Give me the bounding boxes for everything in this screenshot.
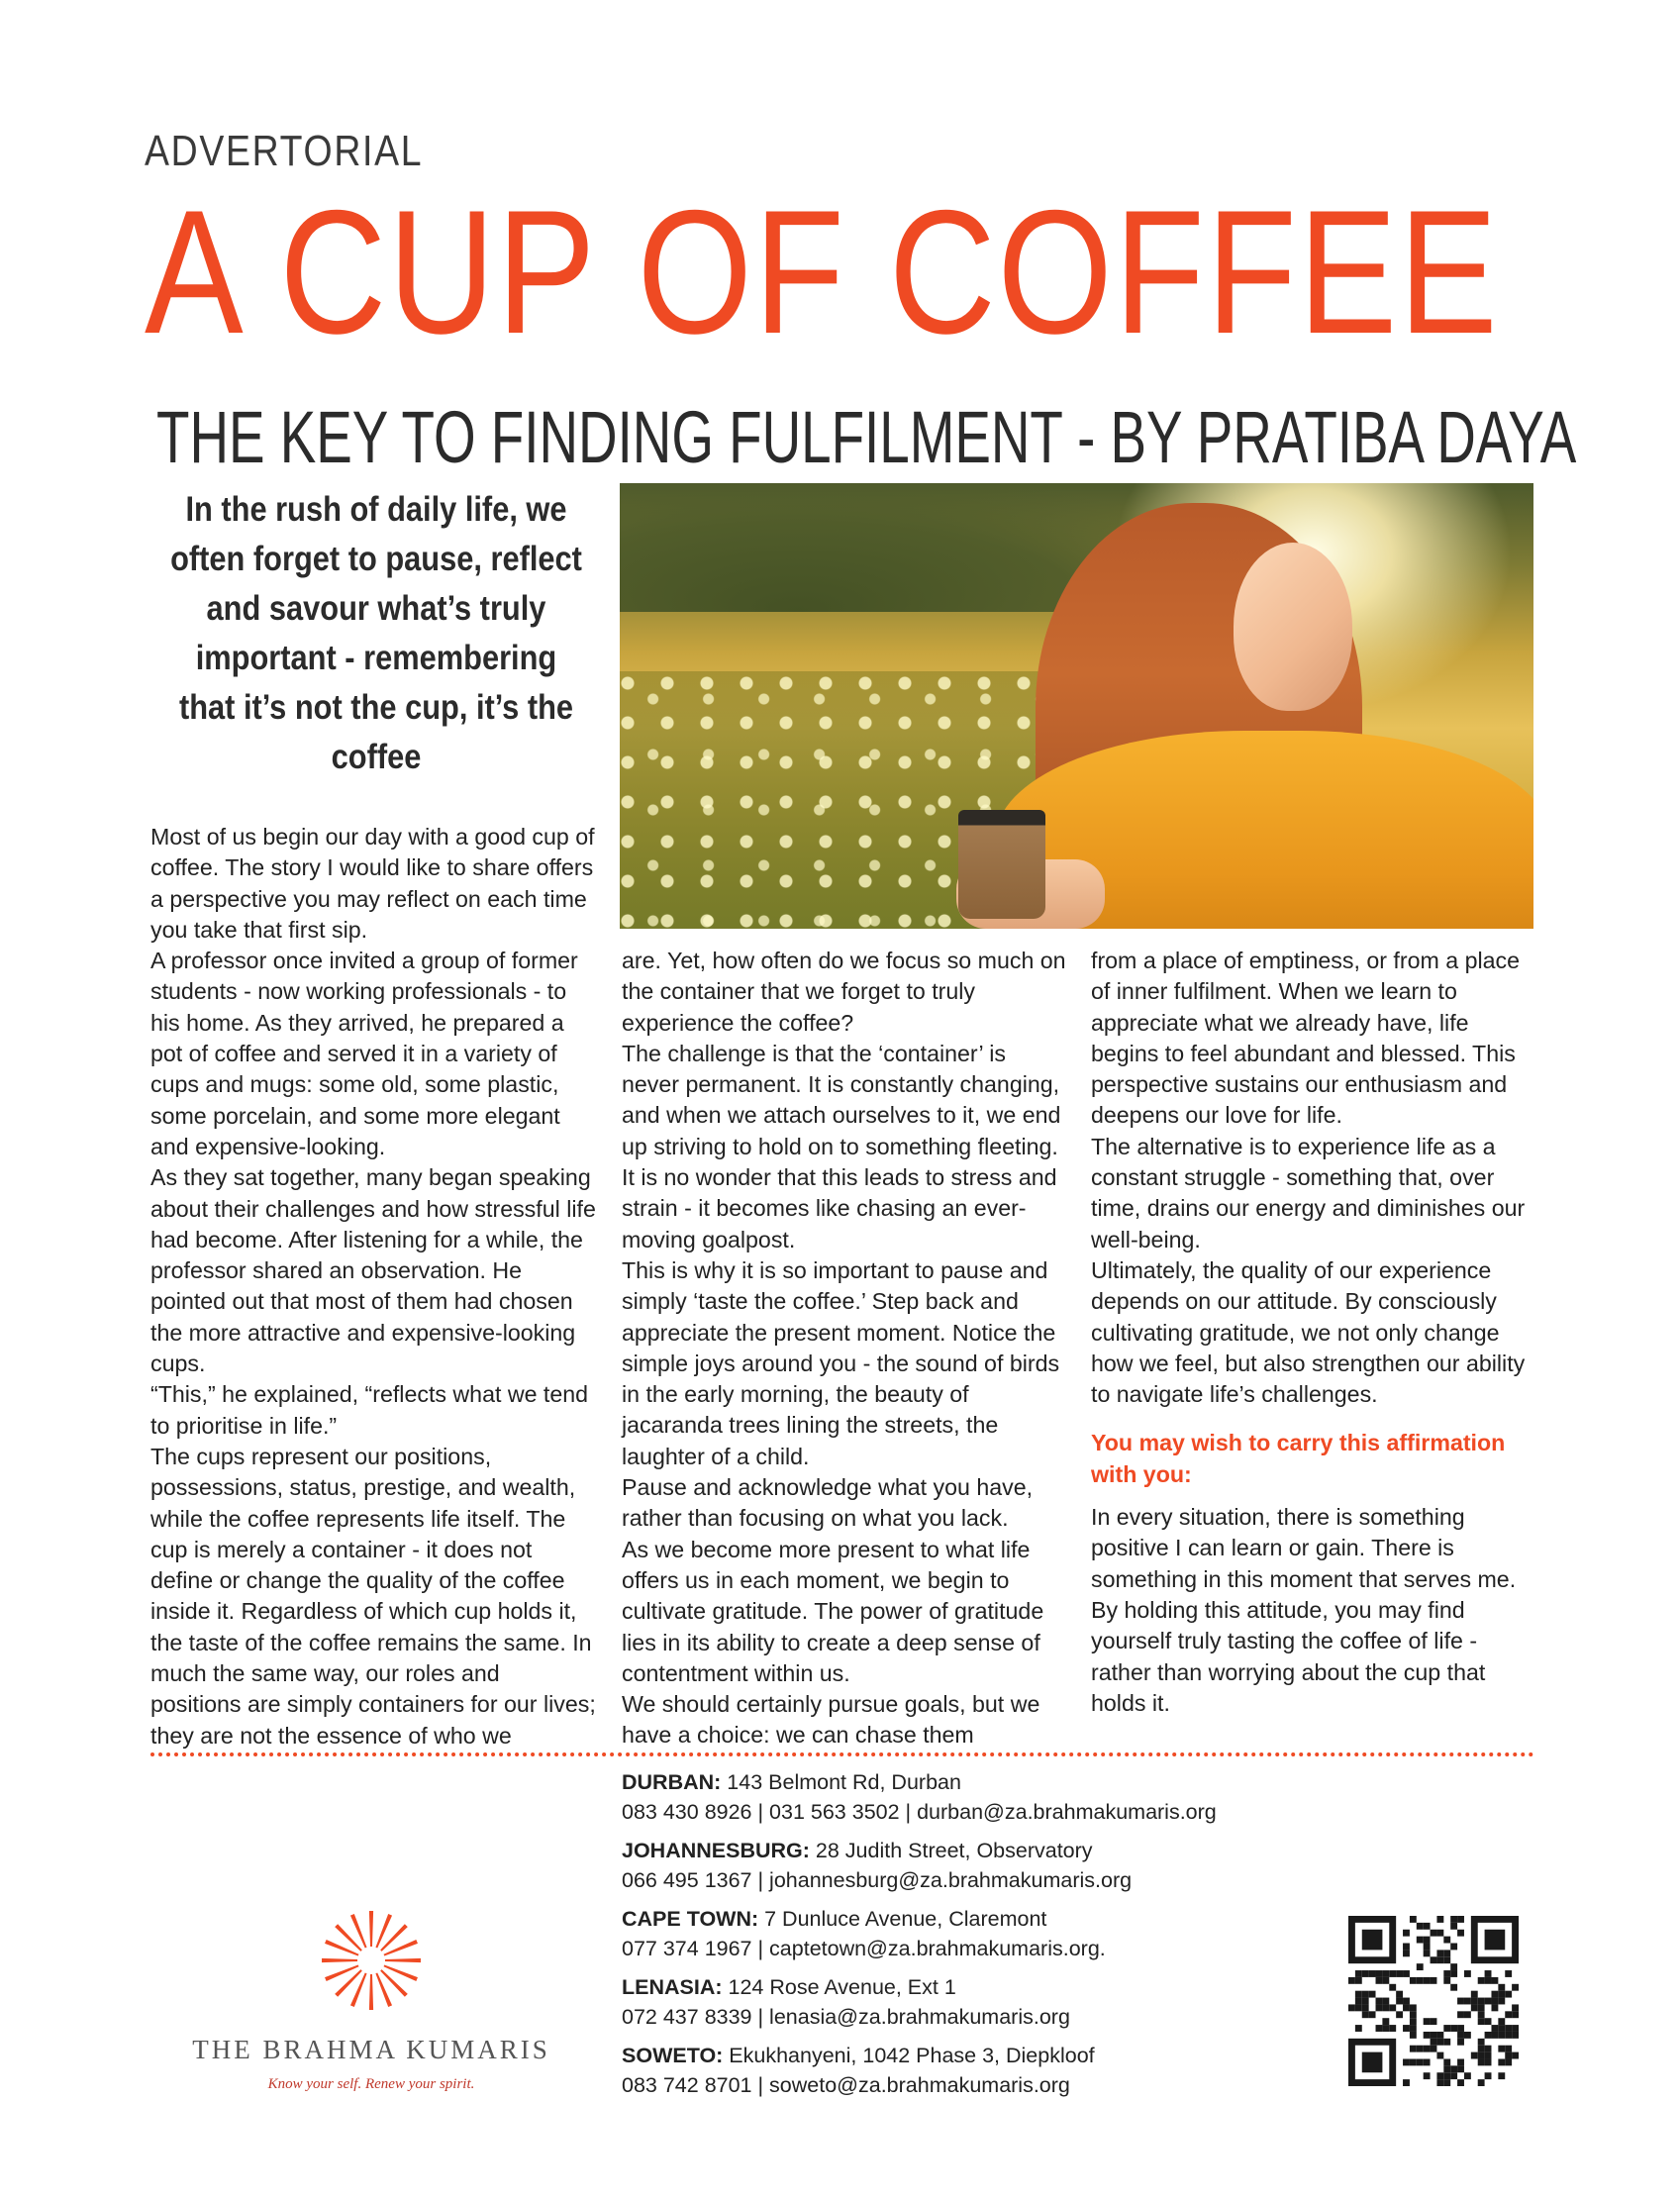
standfirst: In the rush of daily life, we often forget to pause, reflect and savour what’s truly important - remembering that it’s not the cup, it’s the coffee bbox=[170, 490, 582, 776]
org-tagline: Know your self. Renew your spirit. bbox=[267, 2076, 475, 2092]
logo-ray bbox=[385, 1958, 421, 1962]
contact-durban bbox=[622, 1767, 1315, 1827]
contact-address: Ekukhanyeni, 1042 Phase 3, Diepkloof bbox=[723, 2044, 1095, 2067]
paragraph: A professor once invited a group of former students - now working professionals - to his home. As they arrived, he prepared a pot of coffee and served it in a variety of cups and mugs: some old, some plastic, some porcelain, and some more elegant and expensive-looking. bbox=[150, 948, 578, 1159]
sunburst-logo-icon bbox=[317, 1906, 426, 2015]
paragraph: The challenge is that the ‘container’ is never permanent. It is constantly changing, and when we attach ourselves to it, we end up striving to hold on to something fleeting. It is no wonder that this leads to stress and strain - it becomes like chasing an ever-moving goalpost. bbox=[622, 1040, 1061, 1252]
paragraph: Most of us begin our day with a good cup of coffee. The story I would like to share offers a perspective you may reflect on each time you take that first sip. bbox=[150, 824, 595, 943]
contact-address: 143 Belmont Rd, Durban bbox=[721, 1770, 961, 1794]
paragraph: Pause and acknowledge what you have, rather than focusing on what you lack. bbox=[622, 1474, 1034, 1532]
body-column-2 bbox=[622, 946, 1067, 1752]
paragraph: from a place of emptiness, or from a place of inner fulfilment. When we learn to appreciate what we already have, life begins to feel abundant and blessed. This perspective sustains our enthusiasm and deepens our love for life. bbox=[1091, 948, 1521, 1129]
logo-ray bbox=[369, 1911, 373, 1947]
paragraph: The cups represent our positions, possessions, status, prestige, and wealth, while the coffee represents life itself. The cup is merely a container - it does not define or change the quality of the coffee inside it. Regardless of which cup holds it, the taste of the coffee remains the same. In much the same way, our roles and positions are simply containers for our lives; they are not the essence of who we bbox=[150, 1443, 596, 1749]
paragraph: The alternative is to experience life as a constant struggle - something that, over time, drains our energy and diminishes our well-being. bbox=[1091, 1133, 1526, 1252]
contact-address: 28 Judith Street, Observatory bbox=[809, 1839, 1093, 1862]
photo-face bbox=[1234, 543, 1352, 711]
paragraph: This is why it is so important to pause and simply ‘taste the coffee.’ Step back and appreciate the present moment. Notice the simple joys around you - the sound of birds in the early morning, the beauty of jacaranda trees lining the streets, the laughter of a child. bbox=[622, 1256, 1060, 1469]
body-column-1 bbox=[150, 822, 596, 1752]
paragraph: As we become more present to what life offers us in each moment, we begin to cultivate gratitude. The power of gratitude lies in its ability to create a deep sense of contentment within us. bbox=[622, 1536, 1044, 1686]
affirmation-heading: You may wish to carry this affirmation with you: bbox=[1091, 1430, 1506, 1487]
paragraph: As they sat together, many began speaking about their challenges and how stressful life had become. After listening for a while, the professor shared an observation. He pointed out that most of them had chosen the more attractive and expensive-looking cups. bbox=[150, 1164, 596, 1377]
photo-coffee-cup bbox=[958, 810, 1045, 919]
kicker-label: ADVERTORIAL bbox=[145, 127, 424, 175]
logo-ray bbox=[322, 1958, 357, 1962]
contact-list bbox=[622, 1767, 1315, 2109]
contact-address: 7 Dunluce Avenue, Claremont bbox=[758, 1907, 1047, 1931]
paragraph: By holding this attitude, you may find yourself truly tasting the coffee of life - rather than worrying about the cup that holds it. bbox=[1091, 1596, 1486, 1716]
logo-ray bbox=[369, 1974, 373, 2010]
paragraph: “This,” he explained, “reflects what we tend to prioritise in life.” bbox=[150, 1381, 589, 1439]
contact-cape-town bbox=[622, 1904, 1315, 1963]
contact-city: DURBAN: bbox=[622, 1770, 722, 1794]
paragraph: Ultimately, the quality of our experience depends on our attitude. By consciously cultivating gratitude, we not only change how we feel, but also strengthen our ability to navigate life’s challenges. bbox=[1091, 1256, 1526, 1408]
contact-city: JOHANNESBURG: bbox=[622, 1839, 810, 1862]
woman-with-coffee-photo bbox=[620, 483, 1533, 929]
qr-code-icon[interactable] bbox=[1348, 1916, 1519, 2086]
org-name: THE BRAHMA KUMARIS bbox=[192, 2035, 550, 2064]
contact-soweto bbox=[622, 2041, 1315, 2100]
contact-address: 124 Rose Avenue, Ext 1 bbox=[722, 1975, 956, 1999]
brahma-kumaris-logo bbox=[158, 1906, 584, 2114]
contact-johannesburg bbox=[622, 1836, 1315, 1895]
contact-city: CAPE TOWN: bbox=[622, 1907, 759, 1931]
contact-details: 077 374 1967 | captetown@za.brahmakumaris.org. bbox=[622, 1937, 1106, 1960]
contact-lenasia bbox=[622, 1972, 1315, 2032]
contact-city: LENASIA: bbox=[622, 1975, 723, 1999]
contact-details: 083 742 8701 | soweto@za.brahmakumaris.org bbox=[622, 2073, 1070, 2097]
dotted-divider bbox=[150, 1752, 1534, 1756]
subheadline: THE KEY TO FINDING FULFILMENT - BY PRATIBA DAYA bbox=[156, 396, 1577, 478]
paragraph: We should certainly pursue goals, but we have a choice: we can chase them bbox=[622, 1691, 1040, 1749]
contact-details: 083 430 8926 | 031 563 3502 | durban@za.brahmakumaris.org bbox=[622, 1800, 1217, 1824]
affirmation-text: In every situation, there is something positive I can learn or gain. There is something in this moment that serves me. bbox=[1091, 1504, 1517, 1592]
headline: A CUP OF COFFEE bbox=[145, 173, 1500, 370]
body-column-3 bbox=[1091, 946, 1536, 1719]
contact-city: SOWETO: bbox=[622, 2044, 724, 2067]
contact-details: 072 437 8339 | lenasia@za.brahmakumaris.org bbox=[622, 2005, 1070, 2029]
contact-details: 066 495 1367 | johannesburg@za.brahmakumaris.org bbox=[622, 1868, 1133, 1892]
paragraph: are. Yet, how often do we focus so much on the container that we forget to truly experience the coffee? bbox=[622, 948, 1066, 1036]
